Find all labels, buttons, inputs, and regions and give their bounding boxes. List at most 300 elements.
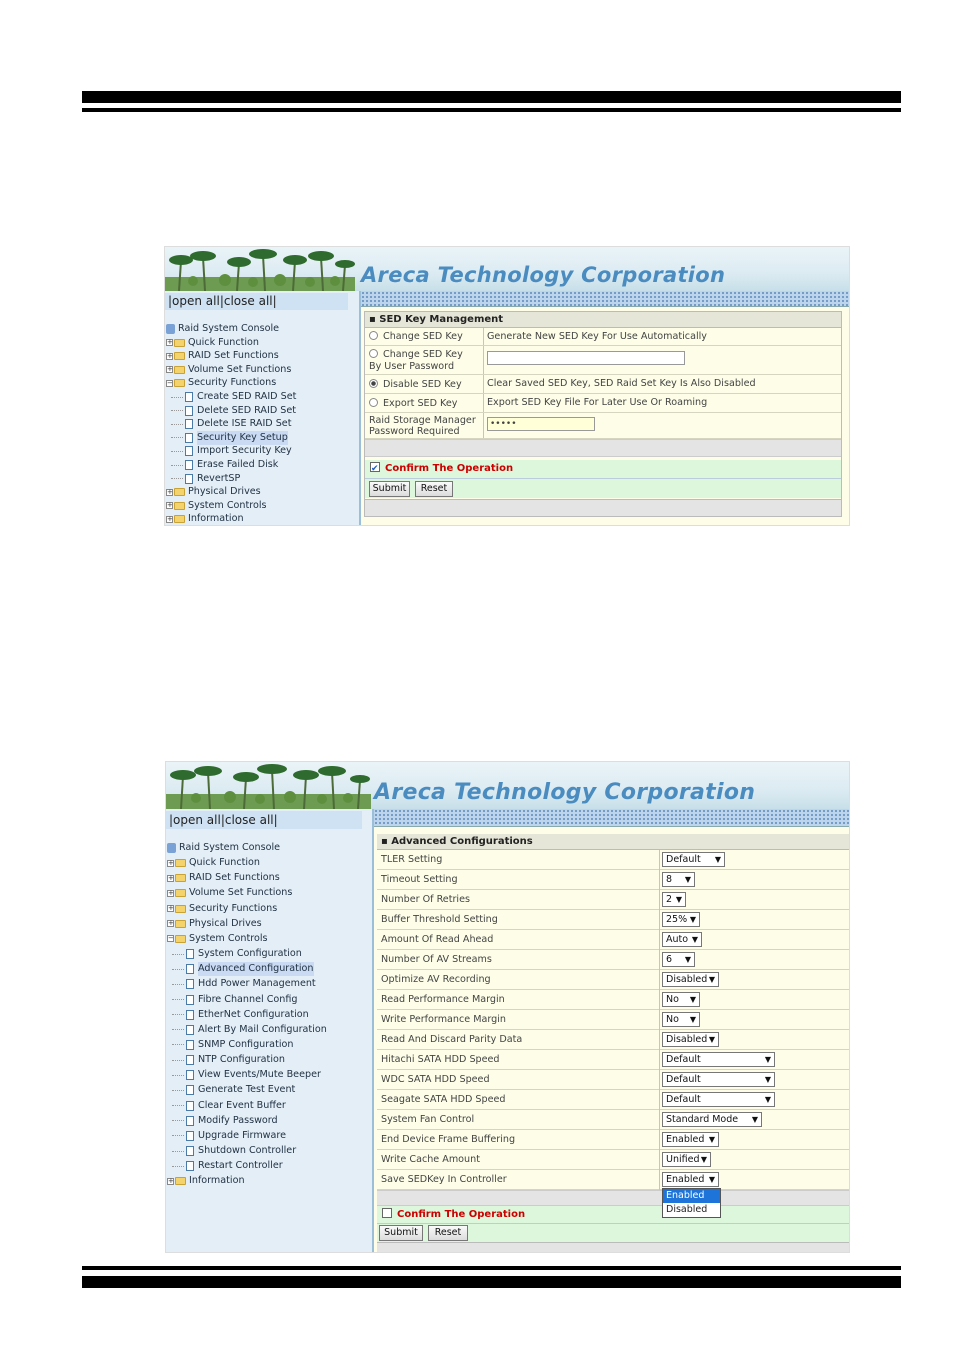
setting-row bbox=[377, 1110, 850, 1130]
tree-folder[interactable] bbox=[166, 485, 261, 499]
tree-label: Physical Drives bbox=[189, 917, 262, 929]
submit-button[interactable]: Submit bbox=[379, 1225, 423, 1241]
brand-title: Areca Technology Corporation bbox=[361, 263, 726, 287]
tree-label: Security Functions bbox=[189, 902, 278, 914]
tree-item[interactable] bbox=[171, 404, 296, 418]
expand-toggle-icon[interactable]: + bbox=[168, 888, 174, 897]
page-icon bbox=[185, 406, 193, 416]
folder-icon bbox=[175, 874, 186, 882]
tree-connector bbox=[172, 1075, 184, 1076]
setting-select[interactable] bbox=[662, 912, 700, 927]
tree-folder[interactable] bbox=[167, 902, 277, 916]
tree-item[interactable] bbox=[172, 1114, 278, 1128]
tree-label: Security Key Setup bbox=[197, 431, 288, 443]
dropdown-arrow-icon: ▼ bbox=[684, 955, 691, 964]
setting-select[interactable] bbox=[662, 872, 695, 887]
expand-toggle-icon[interactable]: + bbox=[167, 338, 173, 347]
option-label: Export SED Key bbox=[383, 398, 458, 409]
folder-icon bbox=[174, 515, 185, 523]
reset-button[interactable]: Reset bbox=[428, 1225, 468, 1241]
option-label: Change SED Key bbox=[383, 331, 463, 342]
screenshot-advanced-config bbox=[165, 761, 850, 1253]
dropdown-arrow-icon: ▼ bbox=[689, 1015, 696, 1024]
setting-value: No bbox=[666, 1014, 679, 1025]
tree-folder[interactable] bbox=[167, 856, 260, 870]
reset-button[interactable]: Reset bbox=[415, 481, 453, 497]
tree-item[interactable] bbox=[171, 444, 292, 458]
spacer-band bbox=[377, 1190, 850, 1206]
option-label: Disable SED Key bbox=[383, 379, 462, 390]
tree-label: Raid System Console bbox=[179, 842, 281, 853]
option-description: Clear Saved SED Key, SED Raid Set Key Is Also Disabled bbox=[487, 378, 756, 389]
sidebar bbox=[166, 809, 374, 1253]
tree-label: Erase Failed Disk bbox=[197, 459, 279, 470]
console-icon bbox=[167, 843, 176, 853]
tree-label: Quick Function bbox=[189, 857, 260, 869]
setting-select[interactable] bbox=[662, 892, 686, 907]
setting-value: Enabled bbox=[666, 1134, 705, 1145]
tree-item[interactable] bbox=[171, 472, 240, 486]
confirm-row[interactable] bbox=[377, 1206, 850, 1223]
option-row bbox=[365, 375, 841, 394]
folder-icon bbox=[174, 339, 185, 347]
tree-label: Raid System Console bbox=[178, 323, 280, 334]
option-row bbox=[365, 346, 841, 375]
page-icon bbox=[186, 1146, 194, 1156]
dropdown-arrow-icon: ▼ bbox=[689, 915, 696, 924]
tree-label: EtherNet Configuration bbox=[198, 1008, 309, 1020]
dropdown-arrow-icon: ▼ bbox=[675, 895, 682, 904]
sidebar bbox=[165, 291, 361, 526]
setting-row bbox=[377, 930, 850, 950]
option-row bbox=[365, 394, 841, 413]
dropdown-option-disabled[interactable]: Disabled bbox=[666, 1204, 708, 1215]
tree-label: Import Security Key bbox=[197, 445, 292, 457]
radio-change-sed-key[interactable] bbox=[369, 331, 378, 340]
setting-value: 8 bbox=[666, 874, 673, 885]
page-icon bbox=[186, 1085, 194, 1095]
setting-row bbox=[377, 990, 850, 1010]
setting-select[interactable] bbox=[662, 1172, 719, 1187]
tree-connector bbox=[172, 1044, 184, 1045]
dropdown-arrow-icon: ▼ bbox=[708, 1135, 715, 1144]
save-sedkey-dropdown-menu[interactable] bbox=[662, 1188, 721, 1218]
page-icon bbox=[185, 419, 193, 429]
setting-value: Default bbox=[666, 1054, 701, 1065]
dropdown-arrow-icon: ▼ bbox=[764, 1055, 771, 1064]
setting-select[interactable] bbox=[662, 852, 725, 867]
console-icon bbox=[166, 324, 175, 334]
screenshot-sed-key bbox=[164, 246, 850, 526]
tree-label: Modify Password bbox=[198, 1114, 278, 1126]
tree-connector bbox=[171, 478, 183, 479]
setting-label: Read And Discard Parity Data bbox=[381, 1034, 523, 1045]
tree-connector bbox=[172, 1120, 184, 1121]
setting-label: Number Of Retries bbox=[381, 894, 470, 905]
tree-connector bbox=[172, 1029, 184, 1030]
tree-label: RAID Set Functions bbox=[189, 872, 280, 884]
tree-folder[interactable] bbox=[167, 917, 262, 931]
page-icon bbox=[186, 1055, 194, 1065]
setting-row bbox=[377, 1150, 850, 1170]
confirm-row[interactable] bbox=[365, 460, 841, 478]
spacer-band bbox=[365, 439, 841, 457]
folder-icon bbox=[175, 859, 186, 867]
tree-connector bbox=[172, 1151, 184, 1152]
page-icon bbox=[186, 964, 194, 974]
tree-label: Information bbox=[188, 513, 244, 525]
setting-label: Write Performance Margin bbox=[381, 1014, 506, 1025]
tree-label: SNMP Configuration bbox=[198, 1038, 294, 1050]
tree-item[interactable] bbox=[172, 993, 297, 1007]
tree-connector bbox=[172, 1105, 184, 1106]
tree-folder[interactable] bbox=[167, 1174, 245, 1188]
setting-label: Read Performance Margin bbox=[381, 994, 505, 1005]
option-row bbox=[365, 328, 841, 346]
page-icon bbox=[185, 392, 193, 402]
page-icon bbox=[186, 1070, 194, 1080]
tree-label: System Configuration bbox=[198, 948, 302, 960]
tree-label: Alert By Mail Configuration bbox=[198, 1023, 327, 1035]
setting-row bbox=[377, 970, 850, 990]
confirm-label: Confirm The Operation bbox=[397, 1209, 526, 1220]
tree-root[interactable] bbox=[167, 841, 280, 855]
page-icon bbox=[186, 995, 194, 1005]
setting-select[interactable] bbox=[662, 1112, 762, 1127]
password-row bbox=[365, 413, 841, 439]
banner bbox=[166, 762, 849, 809]
setting-row bbox=[377, 1070, 850, 1090]
tree-folder[interactable] bbox=[166, 336, 259, 350]
setting-select[interactable] bbox=[662, 1032, 719, 1047]
tree-connector bbox=[171, 451, 183, 452]
expand-toggle-icon[interactable]: + bbox=[168, 919, 174, 928]
folder-icon bbox=[174, 366, 185, 374]
setting-row bbox=[377, 870, 850, 890]
tree-label: NTP Configuration bbox=[198, 1054, 285, 1066]
column-divider bbox=[659, 850, 660, 1190]
tree-item[interactable] bbox=[172, 1159, 283, 1173]
panel-title: ▪ SED Key Management bbox=[365, 312, 841, 328]
header-rule-thin bbox=[82, 108, 901, 112]
setting-value: Default bbox=[666, 1094, 701, 1105]
tree-connector bbox=[172, 969, 184, 970]
expand-toggle-icon[interactable]: + bbox=[167, 351, 173, 360]
tree-label: RevertSP bbox=[197, 472, 241, 484]
tree-item[interactable] bbox=[172, 962, 314, 976]
dropdown-arrow-icon: ▼ bbox=[708, 975, 715, 984]
tree-label: Upgrade Firmware bbox=[198, 1129, 287, 1141]
page-icon bbox=[186, 1101, 194, 1111]
panel-title-text: SED Key Management bbox=[379, 314, 504, 325]
tree-label: Physical Drives bbox=[188, 486, 261, 498]
page-icon bbox=[186, 1116, 194, 1126]
tree-folder[interactable] bbox=[166, 499, 267, 513]
option-export-sed-key[interactable] bbox=[369, 398, 457, 409]
setting-row bbox=[377, 950, 850, 970]
confirm-label: Confirm The Operation bbox=[385, 463, 514, 474]
footer-rule-thin bbox=[82, 1266, 901, 1270]
user-password-input[interactable] bbox=[487, 351, 685, 365]
page-icon bbox=[186, 1161, 194, 1171]
dropdown-arrow-icon: ▼ bbox=[691, 935, 698, 944]
password-label-line2: Password Required bbox=[369, 426, 460, 437]
banner bbox=[165, 247, 849, 291]
tree-connector bbox=[172, 1014, 184, 1015]
setting-row bbox=[377, 1010, 850, 1030]
tree-item[interactable] bbox=[172, 1144, 296, 1158]
tree-label: RAID Set Functions bbox=[188, 350, 279, 362]
setting-label: Buffer Threshold Setting bbox=[381, 914, 498, 925]
expand-toggle-icon[interactable]: + bbox=[168, 873, 174, 882]
expand-toggle-icon[interactable]: + bbox=[168, 1176, 174, 1185]
tree-label: Quick Function bbox=[188, 336, 259, 348]
setting-select[interactable] bbox=[662, 972, 719, 987]
tree-label: Security Functions bbox=[188, 377, 277, 389]
expand-toggle-icon[interactable]: − bbox=[168, 934, 174, 943]
setting-select[interactable] bbox=[662, 1152, 711, 1167]
tree-label: Advanced Configuration bbox=[198, 963, 314, 975]
tree-label: Volume Set Functions bbox=[189, 887, 293, 899]
page-icon bbox=[186, 1025, 194, 1035]
setting-select[interactable] bbox=[662, 992, 700, 1007]
sed-panel bbox=[364, 311, 842, 517]
brand-title: Areca Technology Corporation bbox=[374, 780, 756, 805]
option-label: Change SED Key bbox=[383, 349, 463, 360]
main-panel bbox=[374, 809, 850, 1253]
setting-label: End Device Frame Buffering bbox=[381, 1134, 516, 1145]
tree-connector bbox=[171, 397, 183, 398]
setting-value: Disabled bbox=[666, 974, 708, 985]
page-icon bbox=[185, 433, 193, 443]
tree-connector bbox=[172, 1090, 184, 1091]
tree-label: System Controls bbox=[189, 932, 268, 944]
bottom-band bbox=[377, 1242, 850, 1253]
tree-connector bbox=[172, 1135, 184, 1136]
radio-change-sed-key-password[interactable] bbox=[369, 349, 378, 358]
radio-disable-sed-key[interactable] bbox=[369, 379, 378, 388]
tree-connector bbox=[172, 984, 184, 985]
page-icon bbox=[186, 949, 194, 959]
setting-label: Seagate SATA HDD Speed bbox=[381, 1094, 506, 1105]
tree-item[interactable] bbox=[172, 1099, 286, 1113]
tree-label: System Controls bbox=[188, 499, 267, 511]
dropdown-arrow-icon: ▼ bbox=[764, 1095, 771, 1104]
tree-label: Restart Controller bbox=[198, 1160, 283, 1172]
setting-select[interactable] bbox=[662, 1132, 719, 1147]
setting-select[interactable] bbox=[662, 1092, 775, 1107]
setting-row bbox=[377, 850, 850, 870]
setting-row bbox=[377, 1130, 850, 1150]
expand-toggle-icon[interactable]: + bbox=[167, 514, 173, 523]
tree-item[interactable] bbox=[172, 1068, 321, 1082]
tree-label: Hdd Power Management bbox=[198, 978, 316, 990]
tree-connector bbox=[171, 437, 183, 438]
dropdown-arrow-icon: ▼ bbox=[684, 875, 691, 884]
tree-item[interactable] bbox=[172, 1008, 309, 1022]
option-label-line2: By User Password bbox=[369, 361, 455, 372]
dropdown-arrow-icon: ▼ bbox=[689, 995, 696, 1004]
dropdown-option-enabled[interactable]: Enabled bbox=[663, 1189, 720, 1203]
tree-connector bbox=[172, 954, 184, 955]
dropdown-arrow-icon: ▼ bbox=[714, 855, 721, 864]
page-icon bbox=[186, 1131, 194, 1141]
dotted-header-bar bbox=[361, 291, 850, 307]
radio-export-sed-key[interactable] bbox=[369, 398, 378, 407]
setting-label: WDC SATA HDD Speed bbox=[381, 1074, 490, 1085]
tree-folder[interactable] bbox=[166, 363, 291, 377]
setting-value: No bbox=[666, 994, 679, 1005]
tree-item[interactable] bbox=[172, 977, 316, 991]
folder-icon bbox=[174, 379, 185, 387]
tree-item[interactable] bbox=[172, 1023, 327, 1037]
tree-item[interactable] bbox=[171, 390, 296, 404]
tree-label: View Events/Mute Beeper bbox=[198, 1069, 321, 1081]
open-close-all-link[interactable]: |open all|close all| bbox=[166, 811, 362, 829]
tree-item[interactable] bbox=[172, 1083, 295, 1097]
setting-value: 2 bbox=[666, 894, 673, 905]
tree-item[interactable] bbox=[171, 431, 288, 445]
tree-folder[interactable] bbox=[166, 349, 279, 363]
password-label: Raid Storage Manager bbox=[369, 415, 476, 426]
setting-select[interactable] bbox=[662, 1052, 775, 1067]
folder-icon bbox=[174, 352, 185, 360]
page-icon bbox=[185, 474, 193, 484]
tree-item[interactable] bbox=[171, 417, 291, 431]
confirm-checkbox[interactable] bbox=[370, 462, 380, 472]
setting-row bbox=[377, 1030, 850, 1050]
expand-toggle-icon[interactable]: + bbox=[167, 501, 173, 510]
setting-label: Hitachi SATA HDD Speed bbox=[381, 1054, 500, 1065]
dropdown-arrow-icon: ▼ bbox=[700, 1155, 707, 1164]
expand-toggle-icon[interactable]: + bbox=[167, 487, 173, 496]
tree-connector bbox=[172, 1060, 184, 1061]
setting-value: 25% bbox=[666, 914, 688, 925]
tree-item[interactable] bbox=[172, 1053, 285, 1067]
setting-select[interactable] bbox=[662, 1072, 775, 1087]
setting-row bbox=[377, 910, 850, 930]
tree-connector bbox=[171, 465, 183, 466]
main-panel bbox=[361, 291, 850, 526]
palm-trees-image bbox=[165, 247, 355, 291]
setting-row bbox=[377, 1090, 850, 1110]
tree-item[interactable] bbox=[172, 947, 302, 961]
page-icon bbox=[186, 979, 194, 989]
tree-folder[interactable] bbox=[166, 376, 276, 390]
page-icon bbox=[185, 460, 193, 470]
tree-folder[interactable] bbox=[166, 512, 244, 526]
tree-label: Create SED RAID Set bbox=[197, 391, 297, 402]
setting-label: Amount Of Read Ahead bbox=[381, 934, 494, 945]
tree-label: Delete ISE RAID Set bbox=[197, 418, 292, 430]
tree-connector bbox=[172, 999, 184, 1000]
panel-title-text: Advanced Configurations bbox=[391, 836, 533, 847]
folder-icon bbox=[174, 502, 185, 510]
tree-connector bbox=[172, 1166, 184, 1167]
confirm-checkbox[interactable] bbox=[382, 1208, 392, 1218]
folder-icon bbox=[175, 1177, 186, 1185]
dropdown-arrow-icon: ▼ bbox=[708, 1035, 715, 1044]
folder-icon bbox=[175, 935, 186, 943]
setting-label: Write Cache Amount bbox=[381, 1154, 480, 1165]
tree-folder[interactable] bbox=[167, 886, 292, 900]
submit-button[interactable]: Submit bbox=[369, 481, 410, 497]
folder-icon bbox=[175, 905, 186, 913]
setting-row bbox=[377, 890, 850, 910]
dotted-header-bar bbox=[374, 809, 850, 827]
folder-icon bbox=[175, 920, 186, 928]
tree-connector bbox=[171, 424, 183, 425]
setting-value: Standard Mode bbox=[666, 1114, 739, 1125]
expand-toggle-icon[interactable]: + bbox=[168, 858, 174, 867]
tree-folder[interactable] bbox=[167, 871, 280, 885]
button-bar bbox=[377, 1223, 850, 1242]
tree-label: Information bbox=[189, 1175, 245, 1187]
page-icon bbox=[186, 1010, 194, 1020]
setting-select[interactable] bbox=[662, 952, 695, 967]
footer-rule-thick bbox=[82, 1276, 901, 1288]
tree-item[interactable] bbox=[171, 458, 278, 472]
folder-icon bbox=[175, 889, 186, 897]
expand-toggle-icon[interactable]: − bbox=[167, 378, 173, 387]
dropdown-arrow-icon: ▼ bbox=[708, 1175, 715, 1184]
tree-item[interactable] bbox=[172, 1129, 286, 1143]
dropdown-arrow-icon: ▼ bbox=[751, 1115, 758, 1124]
setting-value: Default bbox=[666, 1074, 701, 1085]
setting-row bbox=[377, 1170, 850, 1190]
setting-label: Timeout Setting bbox=[381, 874, 458, 885]
button-bar bbox=[365, 478, 841, 498]
expand-toggle-icon[interactable]: + bbox=[168, 904, 174, 913]
expand-toggle-icon[interactable]: + bbox=[167, 365, 173, 374]
page-icon bbox=[186, 1040, 194, 1050]
storage-manager-password-input[interactable]: ••••• bbox=[487, 417, 595, 431]
palm-trees-image bbox=[166, 762, 371, 809]
setting-value: Auto bbox=[666, 934, 689, 945]
option-description: Generate New SED Key For Use Automatically bbox=[487, 331, 707, 342]
setting-value: Enabled bbox=[666, 1174, 705, 1185]
tree-label: Generate Test Event bbox=[198, 1084, 296, 1096]
dropdown-arrow-icon: ▼ bbox=[764, 1075, 771, 1084]
bottom-band bbox=[365, 499, 841, 516]
option-change-sed-key-password[interactable] bbox=[369, 349, 463, 360]
tree-label: Volume Set Functions bbox=[188, 363, 292, 375]
setting-row bbox=[377, 1050, 850, 1070]
tree-label: Delete SED RAID Set bbox=[197, 404, 297, 416]
option-change-sed-key[interactable] bbox=[369, 331, 463, 342]
setting-label: TLER Setting bbox=[381, 854, 443, 865]
setting-select[interactable] bbox=[662, 1012, 700, 1027]
setting-label: Optimize AV Recording bbox=[381, 974, 491, 985]
setting-label: Number Of AV Streams bbox=[381, 954, 492, 965]
setting-select[interactable] bbox=[662, 932, 702, 947]
tree-folder[interactable] bbox=[167, 932, 268, 946]
option-disable-sed-key[interactable] bbox=[369, 379, 462, 390]
tree-label: Fibre Channel Config bbox=[198, 993, 298, 1005]
folder-icon bbox=[174, 488, 185, 496]
open-close-all-link[interactable]: |open all|close all| bbox=[165, 293, 348, 310]
header-rule-thick bbox=[82, 91, 901, 103]
tree-item[interactable] bbox=[172, 1038, 293, 1052]
setting-label: System Fan Control bbox=[381, 1114, 475, 1125]
setting-value: Unified bbox=[666, 1154, 700, 1165]
panel-title: ▪ Advanced Configurations bbox=[377, 834, 850, 850]
page-icon bbox=[185, 446, 193, 456]
setting-value: 6 bbox=[666, 954, 673, 965]
tree-label: Clear Event Buffer bbox=[198, 1099, 286, 1111]
setting-label: Save SEDKey In Controller bbox=[381, 1174, 507, 1185]
tree-root[interactable] bbox=[166, 322, 279, 336]
